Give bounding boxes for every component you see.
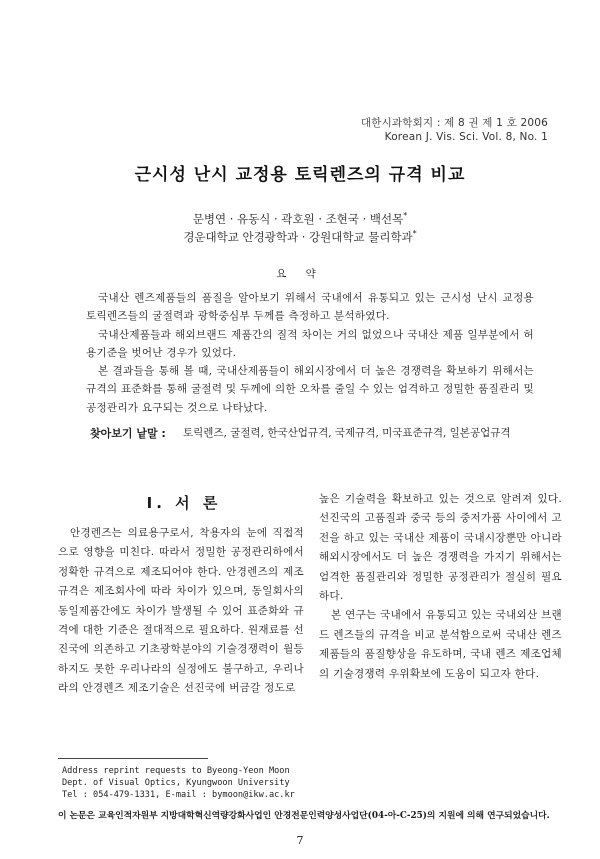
affiliation bbox=[0, 229, 600, 245]
body-paragraph: 안경렌즈는 의료용구로서, 착용자의 눈에 직접적으로 영향을 미친다. 따라서 정밀한 공정관리하에서 정확한 규격으로 제조되어야 한다. 안경렌즈의 제조규격은 제조회사에 따라 차이가 있으며, 동일회사의 동일제품간에도 차이가 발생될 수 있어 표준화와 규격에 대한 기준은 절대적으로 필요하다. 원재료를 선진국에 의존하고 기초광학분야의 기술경쟁력이 월등하지도 못한 우리나라의 실정에도 불구하고, 우리나라의 안경렌즈 제조기술은 선진국에 버금갈 정도로 bbox=[58, 527, 304, 695]
journal-citation-english bbox=[385, 131, 548, 143]
journal-english-line: Korean J. Vis. Sci. Vol. 8, No. 1 bbox=[384, 131, 548, 143]
section-heading-introduction: I. 서 론 bbox=[146, 494, 222, 512]
authors-asterisk: * bbox=[403, 211, 408, 221]
affiliation-text: 경운대학교 안경광학과 · 강원대학교 물리학과 bbox=[183, 230, 413, 244]
abstract-body bbox=[86, 289, 534, 417]
author-list bbox=[0, 211, 600, 227]
body-paragraph: 본 연구는 국내에서 유통되고 있는 국내외산 브랜드 렌즈들의 규격을 비교 분석함으로써 국내산 렌즈제품들의 품질향상을 유도하며, 국내 렌즈 제조업체의 기술경쟁력 우위확보에 도움이 되고자 한다. bbox=[319, 609, 562, 680]
left-column bbox=[58, 524, 304, 699]
body-paragraph: 높은 기술력을 확보하고 있는 것으로 알려져 있다. 선진국의 고품질과 중국 등의 중저가품 사이에서 고전을 하고 있는 국내산 제품이 국내시장뿐만 아니라 해외시장에서도 더 높은 경쟁력을 가지기 위해서는 엄격한 품질관리와 정밀한 공정관리가 절실히 필요하다. bbox=[319, 493, 562, 603]
abstract-paragraph: 본 결과들을 통해 볼 때, 국내산제품들이 해외시장에서 더 높은 경쟁력을 확보하기 위해서는 규격의 표준화를 통해 굴절력 및 두께에 의한 오차를 줄일 수 있는 엄격하고 정밀한 품질관리 및 공정관리가 요구되는 것으로 나타났다. bbox=[86, 365, 534, 414]
footnote-divider bbox=[58, 758, 208, 759]
footnote bbox=[62, 765, 542, 801]
journal-citation bbox=[361, 115, 548, 130]
funding-note: 이 논문은 교육인적자원부 지방대학혁신역량강화사업인 안경전문인력양성사업단(04-아-C-25)의 지원에 의해 연구되었습니다. bbox=[58, 811, 550, 821]
right-column bbox=[319, 490, 562, 684]
footnote-line: Dept. of Visual Optics, Kyungwoon University bbox=[62, 778, 290, 788]
paper-title: 근시성 난시 교정용 토릭렌즈의 규격 비교 bbox=[134, 165, 466, 185]
keywords-text: 토릭렌즈, 굴절력, 한국산업규격, 국제규격, 미국표준규격, 일본공업규격 bbox=[183, 427, 511, 439]
keywords-label: 찾아보기 낱말 : bbox=[90, 427, 166, 440]
abstract-heading: 요 약 bbox=[276, 268, 324, 280]
authors-text: 문병연 · 유동식 · 곽호원 · 조현국 · 백선목 bbox=[192, 212, 404, 226]
footnote-line: Tel : 054-479-1331, E-mail : bymoon@ikw.ac.kr bbox=[62, 790, 295, 800]
footnote-line: Address reprint requests to Byeong-Yeon Moon bbox=[62, 766, 290, 776]
page-number: 7 bbox=[296, 834, 304, 847]
abstract-paragraph: 국내산제품들과 해외브랜드 제품간의 질적 차이는 거의 없었으나 국내산 제품 일부분에서 허용기준을 벗어난 경우가 있었다. bbox=[86, 328, 534, 359]
journal-korean-line: 대한시과학회지 : 제 8 권 제 1 호 2006 bbox=[360, 117, 548, 129]
affiliation-asterisk: * bbox=[412, 229, 417, 239]
abstract-paragraph: 국내산 렌즈제품들의 품질을 알아보기 위해서 국내에서 유통되고 있는 근시성 난시 교정용 토릭렌즈들의 굴절력과 광학중심부 두께를 측정하고 분석하였다. bbox=[86, 292, 534, 323]
